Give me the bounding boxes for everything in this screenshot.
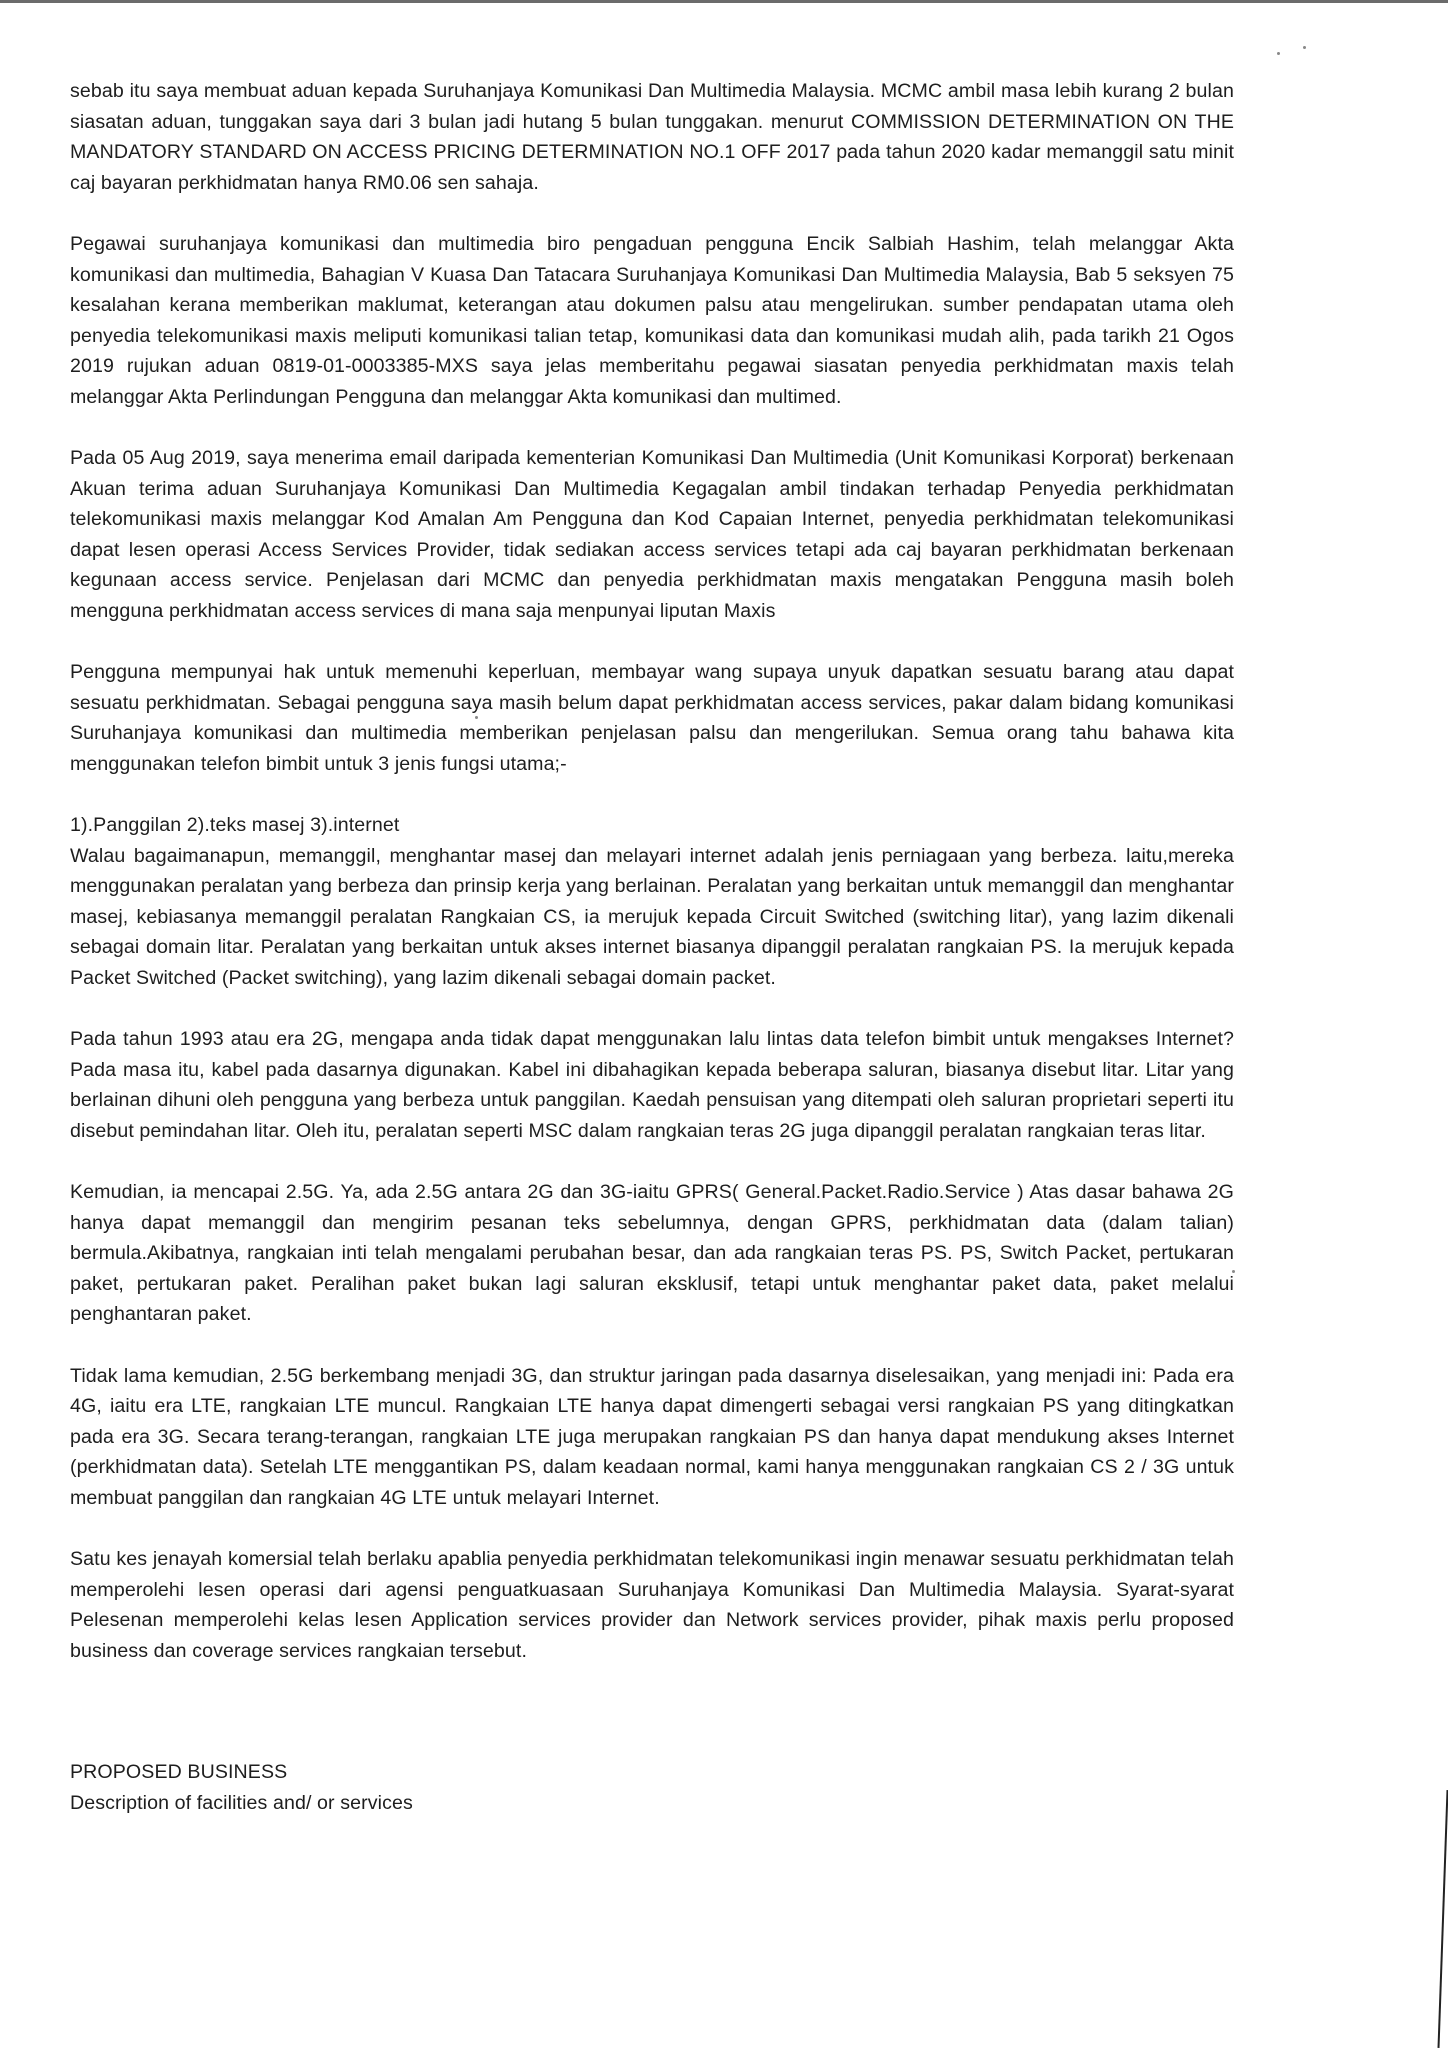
scan-right-edge [1437,1790,1448,2048]
paragraph-consumer-rights: Pengguna mempunyai hak untuk memenuhi keperluan, membayar wang supaya unyuk dapatkan sesuatu barang atau dapat sesuatu perkhidmatan. Sebagai pengguna saya masih belum dapat perkhidmatan access services, pakar dalam bidang komunikasi Suruhanjaya komunikasi dan multimedia memberikan penjelasan palsu dan mengerilukan. Semua orang tahu bahawa kita menggunakan telefon bimbit untuk 3 jenis fungsi utama;- [70,661,1234,775]
paragraph-2g-era: Pada tahun 1993 atau era 2G, mengapa anda tidak dapat menggunakan lalu lintas data telefon bimbit untuk mengakses Internet? Pada masa itu, kabel pada dasarnya digunakan. Kabel ini dibahagikan kepada beberapa saluran, biasanya disebut litar. Litar yang berlainan dihuni oleh pengguna yang berbeza untuk panggilan. Kaedah pensuisan yang ditempati oleh saluran proprietari seperti itu disebut pemindahan litar. Oleh itu, peralatan seperti MSC dalam rangkaian teras 2G juga dipanggil peralatan rangkaian teras litar. [70,1028,1234,1142]
paragraph-3g-4g-lte: Tidak lama kemudian, 2.5G berkembang menjadi 3G, dan struktur jaringan pada dasarnya diselesaikan, yang menjadi ini: Pada era 4G, iaitu era LTE, rangkaian LTE muncul. Rangkaian LTE hanya dapat dimengerti sebagai versi rangkaian PS yang ditingkatkan pada era 3G. Secara terang-terangan, rangkaian LTE juga merupakan rangkaian PS dan hanya dapat mendukung akses Internet (perkhidmatan data). Setelah LTE menggantikan PS, dalam keadaan normal, kami hanya menggunakan rangkaian CS 2 / 3G untuk membuat panggilan dan rangkaian 4G LTE untuk melayari Internet. [70,1364,1234,1509]
paragraph-complaint-intro: sebab itu saya membuat aduan kepada Suruhanjaya Komunikasi Dan Multimedia Malaysia. MCMC ambil masa lebih kurang 2 bulan siasatan aduan, tunggakan saya dari 3 bulan jadi hutang 5 bulan tunggakan. menurut COMMISSION DETERMINATION ON THE MANDATORY STANDARD ON ACCESS PRICING DETERMINATION NO.1 OFF 2017 pada tahun 2020 kadar memanggil satu minit caj bayaran perkhidmatan hanya RM0.06 sen sahaja. [70,80,1234,194]
paragraph-2-5g-gprs: Kemudian, ia mencapai 2.5G. Ya, ada 2.5G antara 2G dan 3G-iaitu GPRS( General.Packet.Radio.Service ) Atas dasar bahawa 2G hanya dapat memanggil dan mengirim pesanan teks sebelumnya, dengan GPRS, perkhidmatan data (dalam talian) bermula.Akibatnya, rangkaian inti telah mengalami perubahan besar, dan ada rangkaian teras PS. PS, Switch Packet, pertukaran paket, pertukaran paket. Peralihan paket bukan lagi saluran eksklusif, tetapi untuk menghantar paket data, paket melalui penghantaran paket. [70,1181,1234,1325]
scan-speck [1303,46,1306,49]
paragraph-email-received: Pada 05 Aug 2019, saya menerima email daripada kementerian Komunikasi Dan Multimedia (Unit Komunikasi Korporat) berkenaan Akuan terima aduan Suruhanjaya Komunikasi Dan Multimedia Kegagalan ambil tindakan terhadap Penyedia perkhidmatan telekomunikasi maxis melanggar Kod Amalan Am Pengguna dan Kod Capaian Internet, penyedia perkhidmatan telekomunikasi dapat lesen operasi Access Services Provider, tidak sediakan access services tetapi ada caj bayaran perkhidmatan berkenaan kegunaan access service. Penjelasan dari MCMC dan penyedia perkhidmatan maxis mengatakan Pengguna masih boleh mengguna perkhidmatan access services di mana saja menpunyai liputan Maxis [70,447,1234,622]
paragraph-officer-violation: Pegawai suruhanjaya komunikasi dan multimedia biro pengaduan pengguna Encik Salbiah Hashim, telah melanggar Akta komunikasi dan multimedia, Bahagian V Kuasa Dan Tatacara Suruhanjaya Komunikasi Dan Multimedia Malaysia, Bab 5 seksyen 75 kesalahan kerana memberikan maklumat, keterangan atau dokumen palsu atau mengelirukan. sumber pendapatan utama oleh penyedia telekomunikasi maxis meliputi komunikasi talian tetap, komunikasi data dan komunikasi mudah alih, pada tarikh 21 Ogos 2019 rujukan aduan 0819-01-0003385-MXS saya jelas memberitahu pegawai siasatan penyedia perkhidmatan maxis telah melanggar Akta Perlindungan Pengguna dan melanggar Akta komunikasi dan multimed. [70,233,1234,408]
heading-proposed-business: PROPOSED BUSINESS [70,1761,288,1783]
paragraph-cs-ps-equipment: Walau bagaimanapun, memanggil, menghantar masej dan melayari internet adalah jenis perniagaan yang berbeza. laitu,mereka menggunakan peralatan yang berbeza dan prinsip kerja yang berlainan. Peralatan yang berkaitan untuk memanggil dan menghantar masej, kebiasanya memanggil peralatan Rangkaian CS, ia merujuk kepada Circuit Switched (switching litar), yang lazim dikenali sebagai domain litar. Peralatan yang berkaitan untuk akses internet biasanya dipanggil peralatan rangkaian PS. Ia merujuk kepada Packet Switched (Packet switching), yang lazim dikenali sebagai domain packet. [70,844,1234,989]
subheading-description: Description of facilities and/ or services [70,1791,413,1814]
paragraph-commercial-crime: Satu kes jenayah komersial telah berlaku apablia penyedia perkhidmatan telekomunikasi ingin menawar sesuatu perkhidmatan telah memperolehi lesen operasi dari agensi penguatkuasaan Suruhanjaya Komunikasi Dan Multimedia Malaysia. Syarat-syarat Pelesenan memperolehi kelas lesen Application services provider dan Network services provider, pihak maxis perlu proposed business dan coverage services rangkaian tersebut. [70,1548,1234,1662]
list-functions: 1).Panggilan 2).teks masej 3).internet [70,814,400,836]
section-spacer [70,1697,1234,1757]
scan-top-edge [0,0,1448,3]
scan-speck [1277,52,1280,55]
document-body [70,76,1234,1818]
